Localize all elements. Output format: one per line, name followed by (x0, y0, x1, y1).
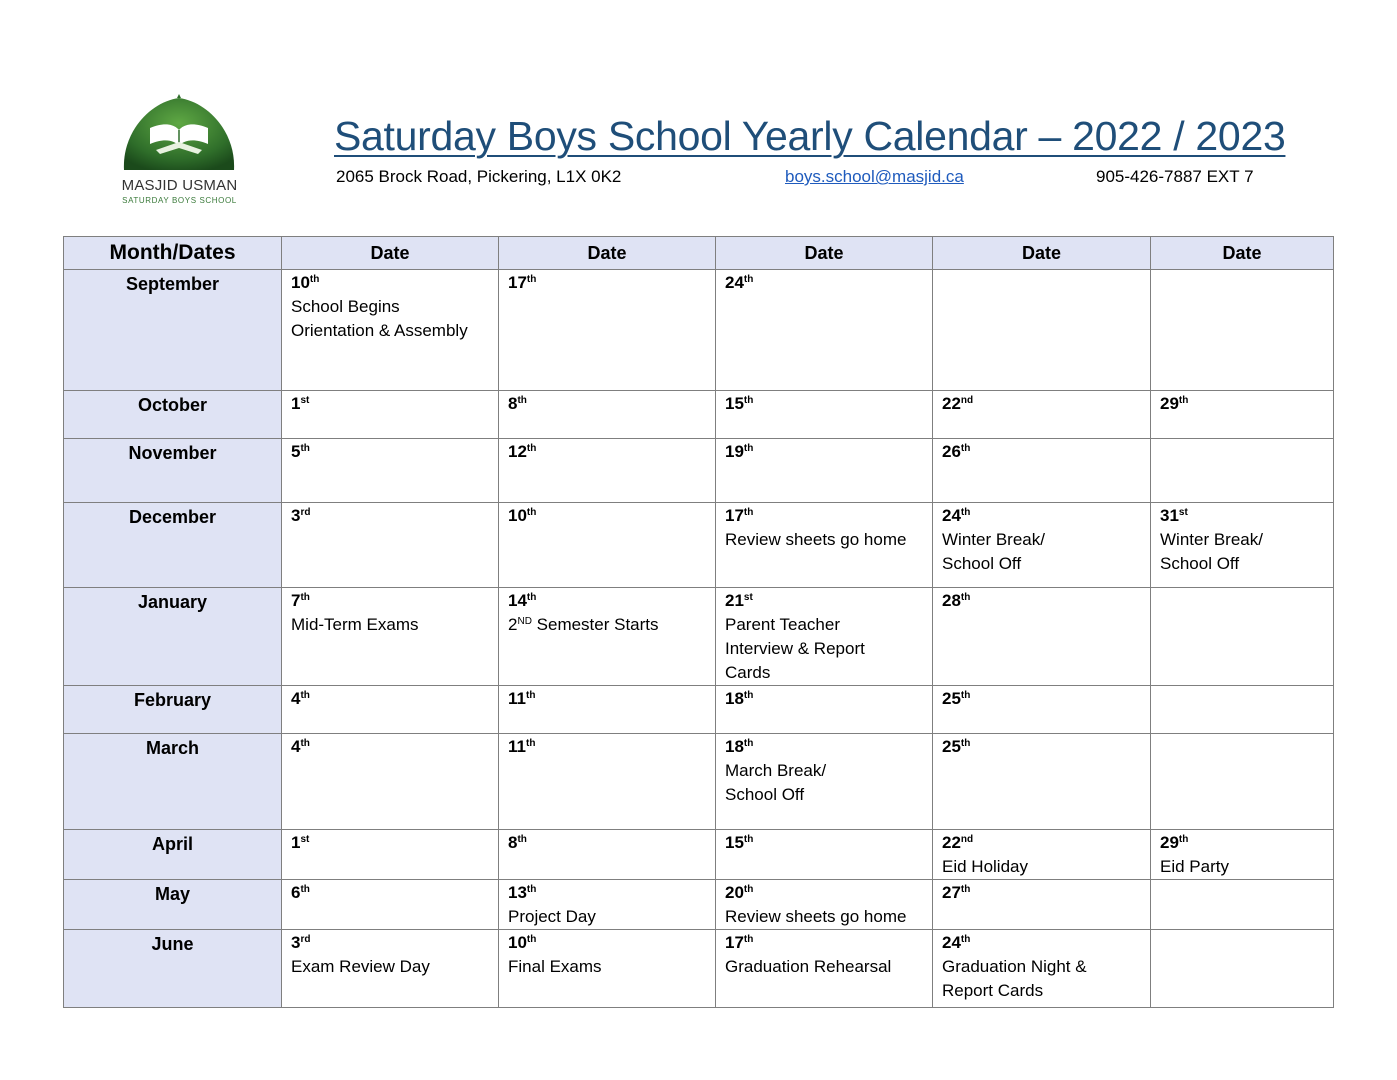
date-number: 22 (942, 394, 961, 413)
month-label: April (64, 830, 282, 880)
event-note: Eid Party (1160, 857, 1229, 876)
event-note: Report Cards (942, 981, 1044, 1000)
date-number: 13 (508, 883, 527, 902)
date-cell (499, 588, 716, 686)
column-header-date: Date (1151, 237, 1334, 270)
date-suffix: th (743, 274, 754, 285)
date-suffix: th (300, 443, 310, 454)
phone-number: 905-426-7887 EXT 7 (1096, 167, 1254, 186)
table-row (64, 439, 1334, 503)
date-cell (282, 391, 499, 439)
logo-subtitle: SATURDAY BOYS SCHOOL (122, 196, 237, 205)
date-cell (282, 686, 499, 734)
date-suffix: th (743, 507, 754, 518)
column-header-date: Date (933, 237, 1151, 270)
date-suffix: th (743, 443, 754, 454)
date-day (942, 394, 973, 413)
date-number: 6 (291, 883, 301, 902)
date-day (291, 591, 310, 610)
date-day (942, 833, 973, 852)
date-day (508, 933, 536, 952)
date-number: 17 (725, 506, 744, 525)
date-cell (1151, 439, 1334, 503)
date-day (725, 689, 753, 708)
date-cell (933, 588, 1151, 686)
date-cell (282, 439, 499, 503)
date-number: 28 (942, 591, 961, 610)
date-cell (1151, 503, 1334, 588)
date-day (1160, 394, 1188, 413)
date-suffix: th (960, 738, 971, 749)
event-note: Exam Review Day (291, 957, 430, 976)
date-cell (716, 391, 933, 439)
date-number: 25 (942, 737, 961, 756)
header-row (64, 237, 1334, 270)
date-cell (499, 930, 716, 1008)
date-day (508, 737, 535, 756)
date-suffix: th (743, 738, 754, 749)
month-label: May (64, 880, 282, 930)
date-suffix: th (960, 934, 971, 945)
date-day (508, 883, 536, 902)
date-cell (933, 734, 1151, 830)
date-cell (933, 391, 1151, 439)
date-day (725, 883, 753, 902)
date-number: 11 (508, 689, 526, 708)
date-suffix: th (300, 738, 310, 749)
event-note: Final Exams (508, 957, 602, 976)
date-suffix: rd (300, 507, 311, 518)
date-suffix: th (526, 507, 537, 518)
date-number: 17 (508, 273, 527, 292)
date-number: 3 (291, 506, 301, 525)
date-day (725, 506, 753, 525)
event-note: Graduation Rehearsal (725, 957, 892, 976)
date-cell (282, 930, 499, 1008)
date-cell (499, 830, 716, 880)
date-day (942, 442, 970, 461)
month-label: October (64, 391, 282, 439)
date-suffix: th (743, 834, 754, 845)
date-cell (282, 503, 499, 588)
date-suffix: th (960, 507, 971, 518)
table-row (64, 503, 1334, 588)
date-cell (716, 439, 933, 503)
date-cell (499, 734, 716, 830)
date-cell (282, 588, 499, 686)
column-header-date: Date (499, 237, 716, 270)
date-suffix: th (526, 443, 537, 454)
date-cell (1151, 880, 1334, 930)
date-day (291, 883, 310, 902)
date-suffix: th (526, 592, 537, 603)
date-cell (499, 270, 716, 391)
date-day (291, 506, 310, 525)
mosque-dome-quran-icon (120, 92, 238, 172)
month-label: September (64, 270, 282, 391)
date-suffix: th (1178, 834, 1189, 845)
date-cell (282, 734, 499, 830)
date-cell (933, 503, 1151, 588)
date-day (725, 442, 753, 461)
date-day (725, 591, 753, 610)
date-suffix: th (526, 934, 537, 945)
date-cell (282, 830, 499, 880)
month-label: November (64, 439, 282, 503)
date-number: 3 (291, 933, 301, 952)
date-cell (716, 270, 933, 391)
event-note: Mid-Term Exams (291, 615, 419, 634)
date-day (1160, 833, 1188, 852)
date-day (942, 689, 970, 708)
date-number: 25 (942, 689, 961, 708)
email-link[interactable]: boys.school@masjid.ca (785, 167, 964, 186)
date-cell (499, 503, 716, 588)
date-suffix: th (517, 395, 527, 406)
date-number: 4 (291, 737, 301, 756)
date-number: 22 (942, 833, 961, 852)
date-suffix: th (743, 934, 754, 945)
date-number: 31 (1160, 506, 1179, 525)
date-cell (282, 880, 499, 930)
date-suffix: th (517, 834, 527, 845)
date-cell (933, 930, 1151, 1008)
event-note: Review sheets go home (725, 907, 907, 926)
date-suffix: th (960, 690, 971, 701)
date-number: 15 (725, 833, 744, 852)
table-row (64, 391, 1334, 439)
date-cell (716, 734, 933, 830)
table-row (64, 588, 1334, 686)
table-row (64, 270, 1334, 391)
date-day (942, 591, 970, 610)
event-note: School Off (1160, 554, 1240, 573)
date-number: 8 (508, 394, 518, 413)
date-suffix: th (960, 884, 971, 895)
date-number: 10 (291, 273, 310, 292)
date-number: 24 (942, 506, 961, 525)
date-day (508, 506, 536, 525)
event-note: School Off (725, 785, 805, 804)
date-suffix: th (525, 738, 536, 749)
date-number: 29 (1160, 833, 1179, 852)
date-day (725, 394, 753, 413)
date-day (725, 833, 753, 852)
date-number: 10 (508, 506, 527, 525)
date-suffix: th (300, 884, 310, 895)
date-number: 14 (508, 591, 527, 610)
date-suffix: th (960, 443, 971, 454)
date-day (725, 933, 753, 952)
date-day (942, 933, 970, 952)
month-label: June (64, 930, 282, 1008)
date-cell (1151, 270, 1334, 391)
date-suffix: st (1178, 507, 1188, 518)
date-day (508, 833, 527, 852)
date-suffix: st (300, 834, 310, 845)
table-row (64, 686, 1334, 734)
date-day (291, 273, 319, 292)
date-day (942, 506, 970, 525)
date-suffix: th (743, 884, 754, 895)
date-number: 29 (1160, 394, 1179, 413)
event-note: Eid Holiday (942, 857, 1028, 876)
date-day (508, 442, 536, 461)
table-row (64, 830, 1334, 880)
date-day (1160, 506, 1188, 525)
date-day (942, 737, 970, 756)
date-suffix: th (300, 592, 310, 603)
date-day (291, 689, 310, 708)
date-suffix: nd (960, 834, 974, 845)
table-row (64, 930, 1334, 1008)
logo (112, 92, 247, 212)
event-note: School Begins (291, 297, 400, 316)
date-number: 24 (942, 933, 961, 952)
date-cell (933, 270, 1151, 391)
date-day (725, 273, 753, 292)
event-note: Winter Break/ (942, 530, 1045, 549)
date-number: 12 (508, 442, 527, 461)
month-label: December (64, 503, 282, 588)
month-label: January (64, 588, 282, 686)
calendar-table (63, 236, 1334, 1008)
date-cell (282, 270, 499, 391)
date-suffix: st (743, 592, 753, 603)
date-number: 17 (725, 933, 744, 952)
event-note: School Off (942, 554, 1022, 573)
date-cell (933, 880, 1151, 930)
date-day (942, 883, 970, 902)
date-number: 8 (508, 833, 518, 852)
date-suffix: rd (300, 934, 311, 945)
date-day (291, 394, 309, 413)
event-note: Parent Teacher (725, 615, 840, 634)
date-day (291, 933, 310, 952)
event-note: March Break/ (725, 761, 827, 780)
date-day (291, 442, 310, 461)
date-number: 5 (291, 442, 301, 461)
event-note: Cards (725, 663, 771, 682)
month-label: February (64, 686, 282, 734)
date-cell (716, 686, 933, 734)
page-title: Saturday Boys School Yearly Calendar – 2022 / 2023 (334, 113, 1286, 159)
date-number: 18 (725, 737, 744, 756)
date-number: 20 (725, 883, 744, 902)
date-suffix: th (526, 884, 537, 895)
date-day (291, 737, 310, 756)
date-number: 7 (291, 591, 301, 610)
date-cell (499, 880, 716, 930)
date-cell (1151, 391, 1334, 439)
date-number: 4 (291, 689, 301, 708)
date-suffix: th (743, 395, 754, 406)
date-number: 19 (725, 442, 744, 461)
date-cell (933, 439, 1151, 503)
event-note: Review sheets go home (725, 530, 907, 549)
date-number: 11 (508, 737, 526, 756)
date-suffix: st (300, 395, 310, 406)
date-number: 27 (942, 883, 961, 902)
date-number: 24 (725, 273, 744, 292)
date-cell (716, 588, 933, 686)
event-note: Project Day (508, 907, 596, 926)
date-day (725, 737, 753, 756)
date-cell (1151, 686, 1334, 734)
date-cell (716, 880, 933, 930)
date-cell (1151, 930, 1334, 1008)
date-number: 1 (291, 394, 301, 413)
date-suffix: th (309, 274, 320, 285)
month-label: March (64, 734, 282, 830)
date-number: 15 (725, 394, 744, 413)
date-cell (933, 686, 1151, 734)
table-row (64, 880, 1334, 930)
date-suffix: th (526, 274, 537, 285)
date-suffix: th (1178, 395, 1189, 406)
date-cell (499, 391, 716, 439)
date-number: 18 (725, 689, 744, 708)
date-number: 21 (725, 591, 744, 610)
date-cell (1151, 588, 1334, 686)
date-day (508, 591, 536, 610)
date-number: 26 (942, 442, 961, 461)
column-header-date: Date (282, 237, 499, 270)
event-note: Winter Break/ (1160, 530, 1263, 549)
date-cell (716, 503, 933, 588)
date-cell (1151, 734, 1334, 830)
date-suffix: th (525, 690, 536, 701)
table-row (64, 734, 1334, 830)
date-cell (933, 830, 1151, 880)
date-day (508, 273, 536, 292)
date-suffix: th (743, 690, 754, 701)
date-suffix: nd (960, 395, 974, 406)
date-cell (499, 439, 716, 503)
address: 2065 Brock Road, Pickering, L1X 0K2 (336, 167, 622, 186)
date-cell (716, 830, 933, 880)
event-note: 2ND Semester Starts (508, 615, 659, 634)
event-note: Graduation Night & (942, 957, 1087, 976)
column-header-date: Date (716, 237, 933, 270)
date-day (291, 833, 309, 852)
date-cell (1151, 830, 1334, 880)
logo-name: MASJID USMAN (121, 177, 238, 194)
date-cell (499, 686, 716, 734)
event-note: Orientation & Assembly (291, 321, 468, 340)
event-note: Interview & Report (725, 639, 865, 658)
date-cell (716, 930, 933, 1008)
date-suffix: th (300, 690, 310, 701)
column-header-month: Month/Dates (64, 237, 282, 270)
date-day (508, 394, 527, 413)
date-suffix: th (960, 592, 971, 603)
date-day (508, 689, 535, 708)
date-number: 1 (291, 833, 301, 852)
date-number: 10 (508, 933, 527, 952)
